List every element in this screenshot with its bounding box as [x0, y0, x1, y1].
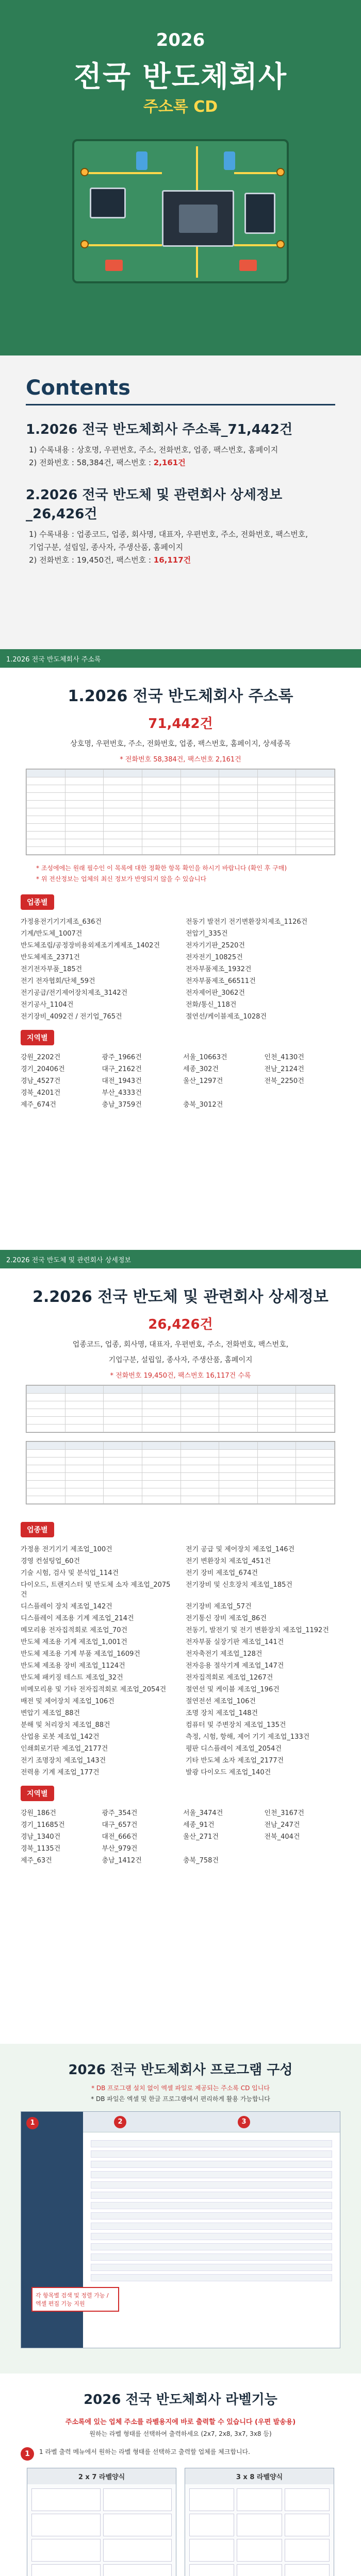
industry-item: 전자제어판_3062건 — [186, 989, 245, 997]
region-item: 강원_186건 — [21, 1809, 56, 1817]
region-item: 울산_271건 — [183, 1833, 219, 1841]
program-row — [91, 2150, 332, 2158]
contents-line — [26, 554, 335, 565]
hero-title: 전국 반도체회사 — [73, 60, 288, 94]
industry-item: 측정, 시험, 항해, 제어 기기 제조업_133건 — [186, 1733, 310, 1741]
region-item: 광주_354건 — [102, 1809, 138, 1817]
industry-item: 전자부품제조_1932건 — [186, 965, 252, 973]
industry-item: 전자기기판_2520건 — [186, 942, 245, 950]
label-section — [0, 2374, 361, 2576]
line-text: 기업구분, 설립일, 종사자, 주생산품, 홈페이지 — [29, 543, 183, 552]
industry-item: 가정용전기기기제조_636건 — [21, 918, 102, 926]
industry-list — [21, 916, 340, 1021]
region-tag: 지역별 — [21, 1786, 54, 1801]
program-row — [91, 2253, 332, 2261]
region-item — [265, 1843, 341, 1853]
section-detail-info — [0, 1268, 361, 2044]
industry-item: 전기 변환장치 제조업_451건 — [186, 1557, 271, 1565]
industry-item: 변압기 제조업_88건 — [21, 1709, 80, 1717]
hero-banner — [0, 0, 361, 355]
field-list: 상호명, 우편번호, 주소, 전화번호, 업종, 팩스번호, 홈페이지, 상세종목 — [70, 740, 291, 748]
chip-icon — [244, 193, 275, 234]
contact-count-note: * 전화번호 58,384건, 팩스번호 2,161건 — [120, 756, 241, 764]
contact-count-note: * 전화번호 19,450건, 팩스번호 16,117건 수록 — [110, 1372, 251, 1380]
industry-item: 전자응용 절삭기계 제조업_147건 — [186, 1662, 284, 1670]
industry-item: 절연선/케이블제조_1028건 — [186, 1013, 267, 1021]
industry-item: 분해 및 처리장치 제조업_88건 — [21, 1721, 110, 1729]
program-title: 2026 전국 반도체회사 프로그램 구성 — [68, 2062, 293, 2078]
contents-item-title: 1.2026 전국 반도체회사 주소록_71,442건 — [26, 422, 293, 437]
industry-item: 메모리용 전자집적회로 제조업_70건 — [21, 1626, 128, 1634]
region-list — [21, 1052, 340, 1097]
region-item: 대전_1943건 — [102, 1077, 142, 1085]
contents-line — [26, 529, 335, 539]
industry-item: 절연전선 제조업_106건 — [186, 1698, 256, 1705]
region-item: 부산_979건 — [102, 1845, 138, 1853]
label-intro-sub: 원하는 라벨 형태를 선택하여 출력하세요 (2x7, 2x8, 3x7, 3x8 등) — [89, 2430, 272, 2437]
line-text: 1) 수록내용 : 상호명, 우편번호, 주소, 전화번호, 업종, 팩스번호, 홈페이지 — [29, 445, 278, 454]
warning-text: * 위 전산정보는 업체의 최신 정보가 반영되지 않을 수 있습니다 — [36, 875, 207, 883]
industry-item: 반도체 패키징 테스트 제조업_32건 — [21, 1674, 123, 1682]
industry-item: 전동기 발전기 전기변환장치제조_1126건 — [186, 918, 308, 926]
line-text: 2) 전화번호 : 19,450건, 팩스번호 : — [29, 555, 154, 565]
label-panels — [21, 2468, 340, 2576]
industry-item: 반도체 제조용 기계 부품 제조업_1609건 — [21, 1650, 140, 1658]
industry-list — [21, 1544, 340, 1776]
industry-item: 전기장비_4092건 / 전기업_765건 — [21, 1013, 122, 1021]
industry-item: 반도체 제조용 장비 제조업_1124건 — [21, 1662, 125, 1670]
region-item: 충북_3012건 — [183, 1101, 223, 1109]
hero-subtitle: 주소록 CD — [143, 98, 218, 116]
solder-pad — [276, 168, 285, 176]
region-item: 부산_4333건 — [102, 1089, 142, 1097]
section-bar: 2.2026 전국 반도체 및 관련회사 상세정보 — [0, 1250, 361, 1268]
program-sidebar — [21, 2112, 83, 2348]
industry-item: 전자전기_10825건 — [186, 954, 243, 961]
industry-item: 비메모리용 및 기타 전자집적회로 제조업_2054건 — [21, 1686, 167, 1693]
capacitor-icon — [224, 151, 235, 170]
cpu-chip-icon — [162, 190, 234, 247]
program-row — [91, 2140, 332, 2147]
program-row — [91, 2202, 332, 2209]
resistor-icon — [239, 260, 257, 271]
label-grid — [185, 2484, 334, 2576]
industry-item: 디스플레이 장치 제조업_142건 — [21, 1603, 112, 1611]
region-item: 인천_4130건 — [264, 1054, 304, 1061]
panel-heading: 2 x 7 라벨양식 — [27, 2468, 176, 2484]
region-item: 충북_758건 — [183, 1857, 219, 1865]
industry-item: 기술 시험, 검사 및 분석업_114건 — [21, 1569, 119, 1577]
program-row — [91, 2161, 332, 2168]
region-item: 제주_63건 — [21, 1857, 52, 1865]
contents-line — [26, 444, 335, 455]
section-title: 2.2026 전국 반도체 및 관련회사 상세정보 — [32, 1288, 329, 1306]
industry-item: 전기공급/전기제어장치제조_3142건 — [21, 989, 128, 997]
program-section — [0, 2044, 361, 2374]
chip-icon — [90, 188, 126, 218]
industry-item: 전기장비 및 신호장치 제조업_185건 — [186, 1581, 292, 1589]
region-item: 전남_247건 — [264, 1821, 300, 1829]
program-row — [91, 2233, 332, 2240]
region-item: 인천_3167건 — [264, 1809, 304, 1817]
industry-item: 전기 공급 및 제어장치 제조업_146건 — [186, 1546, 295, 1553]
industry-item: 가정용 전기기기 제조업_100건 — [21, 1546, 112, 1553]
program-row — [91, 2192, 332, 2199]
label-intro: 주소록에 있는 업체 주소를 라벨용지에 바로 출력할 수 있습니다 (우편 발송용) — [65, 2418, 296, 2426]
industry-item: 전기 전자협회/단체_59건 — [21, 977, 95, 985]
industry-item: 전기공사_1104건 — [21, 1001, 74, 1009]
field-list: 업종코드, 업종, 회사명, 대표자, 우편번호, 주소, 전화번호, 팩스번호, — [72, 1341, 289, 1349]
industry-item: 기계/반도체_1007건 — [21, 930, 83, 938]
warning-text: * 조성에에는 원래 필수인 이 목록에 대한 정확한 항목 확인을 하시기 바랍니다 (확인 후 구매) — [36, 865, 287, 872]
contents-line — [26, 541, 335, 552]
spreadsheet-preview — [26, 1441, 335, 1504]
hero-year: 2026 — [156, 30, 205, 50]
region-list-extra — [21, 1099, 340, 1109]
region-item: 충남_3759건 — [102, 1101, 142, 1109]
section-bar: 1.2026 전국 반도체회사 주소록 — [0, 649, 361, 668]
program-row — [91, 2212, 332, 2219]
industry-item: 절연선 및 케이블 제조업_196건 — [186, 1686, 280, 1693]
record-count: 71,442건 — [148, 716, 213, 732]
industry-tag: 업종별 — [21, 1522, 54, 1537]
region-item: 세종_91건 — [183, 1821, 215, 1829]
region-item: 제주_674건 — [21, 1101, 56, 1109]
line-highlight: 2,161건 — [153, 458, 186, 467]
line-highlight: 16,117건 — [153, 555, 191, 565]
industry-item: 전기 조명장치 제조업_143건 — [21, 1757, 106, 1765]
section-address-book — [0, 668, 361, 1250]
contents-heading: Contents — [26, 376, 130, 400]
industry-item: 컴퓨터 및 주변장치 제조업_135건 — [186, 1721, 286, 1729]
region-item: 대구_657건 — [102, 1821, 138, 1829]
program-screenshot — [21, 2111, 340, 2348]
solder-pad — [80, 240, 89, 248]
program-row — [91, 2223, 332, 2230]
region-item — [265, 1087, 341, 1097]
trace — [196, 146, 198, 190]
region-list — [21, 1807, 340, 1853]
region-item: 전남_2124건 — [264, 1065, 304, 1073]
industry-item: 반도체 제조용 기계 제조업_1,001건 — [21, 1638, 127, 1646]
region-item — [183, 1087, 259, 1097]
region-item: 전북_404건 — [264, 1833, 300, 1841]
region-item: 경남_4527건 — [21, 1077, 61, 1085]
spreadsheet-preview — [26, 1385, 335, 1433]
program-row — [91, 2264, 332, 2271]
label-step — [21, 2447, 340, 2461]
program-row — [91, 2171, 332, 2178]
industry-item: 배전 및 제어장치 제조업_106건 — [21, 1698, 114, 1705]
industry-item: 전동기, 발전기 및 전기 변환장치 제조업_1192건 — [186, 1626, 329, 1634]
trace — [85, 172, 162, 174]
industry-item: 전기통신 장비 제조업_86건 — [186, 1615, 267, 1622]
industry-item: 전압기_335건 — [186, 930, 228, 938]
industry-item: 반도체조립/공정장비용외제조기계제조_1402건 — [21, 942, 160, 950]
region-item: 경남_1340건 — [21, 1833, 61, 1841]
industry-tag: 업종별 — [21, 894, 54, 910]
region-item: 대전_666건 — [102, 1833, 138, 1841]
record-count: 26,426건 — [148, 1317, 213, 1332]
region-item: 경기_11685건 — [21, 1821, 65, 1829]
region-item: 강원_2202건 — [21, 1054, 61, 1061]
contents-item — [26, 419, 335, 468]
region-tag: 지역별 — [21, 1030, 54, 1045]
industry-item: 전력용 기계 제조업_177건 — [21, 1769, 100, 1776]
circuit-board-illustration — [57, 129, 304, 294]
industry-item: 전자부품제조_66511건 — [186, 977, 256, 985]
resistor-icon — [105, 260, 123, 271]
industry-item: 전자축전기 제조업_128건 — [186, 1650, 262, 1658]
industry-item: 반도체제조_2371건 — [21, 954, 80, 961]
label-panel-2x7 — [27, 2468, 176, 2576]
industry-item: 평판 디스플레이 제조업_2054건 — [186, 1745, 282, 1753]
industry-item: 전화/통신_118건 — [186, 1001, 237, 1009]
label-panel-3x8 — [185, 2468, 334, 2576]
industry-item: 디스플레이 제조용 기계 제조업_214건 — [21, 1615, 134, 1622]
region-list-extra — [21, 1855, 340, 1865]
region-item: 경북_4201건 — [21, 1089, 61, 1097]
trace — [196, 247, 198, 278]
industry-item: 다이오드, 트랜지스터 및 반도체 소자 제조업_2075건 — [21, 1581, 171, 1599]
spreadsheet-preview — [26, 769, 335, 855]
region-item: 서울_10663건 — [183, 1054, 227, 1061]
capacitor-icon — [136, 151, 147, 170]
industry-item: 산업용 로봇 제조업_142건 — [21, 1733, 100, 1741]
region-item: 대구_2162건 — [102, 1065, 142, 1073]
step-number: 1 — [21, 2447, 34, 2461]
step-marker: 2 — [114, 2116, 126, 2128]
region-item: 서울_3474건 — [183, 1809, 223, 1817]
industry-item: 기타 반도체 소자 제조업_2177건 — [186, 1757, 284, 1765]
line-text: 1) 수록내용 : 업종코드, 업종, 회사명, 대표자, 우편번호, 주소, 전화번호, 팩스번호, — [29, 530, 308, 539]
region-item: 광주_1966건 — [102, 1054, 142, 1061]
label-grid — [27, 2484, 176, 2576]
trace — [85, 244, 162, 246]
contents-line — [26, 457, 335, 468]
industry-item: 인쇄회로기판 제조업_2177건 — [21, 1745, 108, 1753]
industry-item: 발광 다이오드 제조업_140건 — [186, 1769, 271, 1776]
region-item — [183, 1843, 259, 1853]
solder-pad — [276, 240, 285, 248]
divider — [26, 404, 335, 405]
industry-item: 전자부품 실장기판 제조업_141건 — [186, 1638, 284, 1646]
contents-item — [26, 484, 335, 565]
industry-item: 전기 장비 제조업_674건 — [186, 1569, 258, 1577]
region-item: 세종_302건 — [183, 1065, 219, 1073]
region-item: 경기_20406건 — [21, 1065, 65, 1073]
program-row — [91, 2181, 332, 2189]
trace — [234, 172, 281, 174]
industry-item: 전기장비 제조업_57건 — [186, 1603, 252, 1611]
trace — [234, 244, 281, 246]
program-note: * DB 프로그램 설치 없이 엑셀 파일로 제공되는 주소록 CD 입니다 — [91, 2084, 270, 2092]
callout: 각 항목별 검색 및 정렬 가능 / 엑셀 편집 기능 지원 — [31, 2287, 119, 2312]
industry-item: 전기전자부품_185건 — [21, 965, 83, 973]
step-text: 1 라벨 출력 메뉴에서 원하는 라벨 형태를 선택하고 출력할 업체를 체크합니다. — [39, 2448, 250, 2455]
industry-item: 경영 컨설팅업_60건 — [21, 1557, 80, 1565]
contents-section — [0, 355, 361, 649]
section-title: 1.2026 전국 반도체회사 주소록 — [68, 687, 293, 705]
contents-item-title: 2.2026 전국 반도체 및 관련회사 상세정보_26,426건 — [26, 487, 283, 522]
region-item: 울산_1297건 — [183, 1077, 223, 1085]
program-row — [91, 2243, 332, 2250]
step-marker: 3 — [238, 2116, 250, 2128]
region-item: 경북_1135건 — [21, 1845, 61, 1853]
solder-pad — [80, 168, 89, 176]
region-item: 전북_2250건 — [264, 1077, 304, 1085]
label-title: 2026 전국 반도체회사 라벨기능 — [84, 2392, 277, 2408]
circuit-board — [72, 139, 289, 283]
region-item: 충남_1412건 — [102, 1857, 142, 1865]
panel-heading: 3 x 8 라벨양식 — [185, 2468, 334, 2484]
line-text: 2) 전화번호 : 58,384건, 팩스번호 : — [29, 458, 154, 467]
industry-item: 전자집적회로 제조업_1267건 — [186, 1674, 273, 1682]
field-list: 기업구분, 설립일, 종사자, 주생산품, 홈페이지 — [108, 1356, 253, 1364]
industry-item: 조명 장치 제조업_148건 — [186, 1709, 258, 1717]
program-row — [91, 2274, 332, 2281]
program-note: * DB 파일은 엑셀 및 한글 프로그램에서 편리하게 활용 가능합니다 — [91, 2095, 270, 2103]
step-marker: 1 — [26, 2117, 39, 2129]
